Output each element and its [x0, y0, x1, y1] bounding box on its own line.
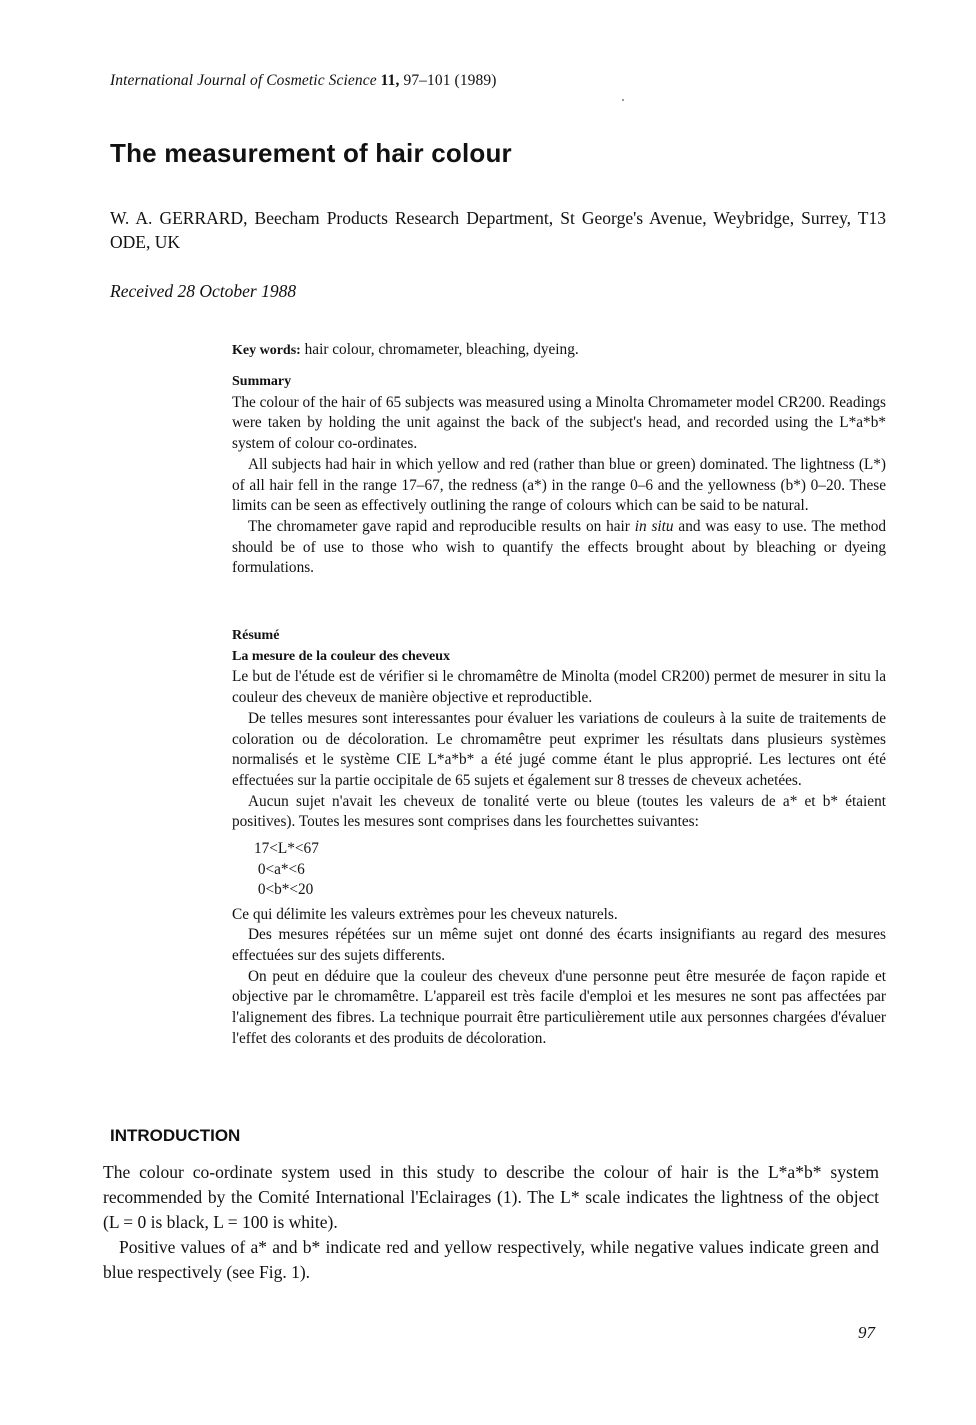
summary-p3-italic: in situ — [634, 517, 674, 535]
article-title: The measurement of hair colour — [110, 138, 512, 168]
resume-paragraph-4: Ce qui délimite les valeurs extrèmes pour les cheveux naturels. — [232, 905, 618, 923]
resume-paragraph-3: Aucun sujet n'avait les cheveux de tonalité verte ou bleue (toutes les valeurs de a* et b* étaient positives). Toutes les mesures sont comprises dans les fourchettes suivantes: — [232, 792, 886, 831]
scan-speck — [622, 99, 624, 101]
introduction-body — [103, 1160, 879, 1285]
journal-volume: 11, — [380, 72, 400, 89]
resume-heading: Résumé — [232, 628, 280, 643]
resume-subheading: La mesure de la couleur des cheveux — [232, 648, 451, 664]
introduction-heading: INTRODUCTION — [110, 1126, 241, 1145]
journal-citation — [110, 72, 496, 90]
resume-paragraph-2: De telles mesures sont interessantes pour évaluer les variations de couleurs à la suite de traitements de coloration ou de décoloration. Le chromamêtre peut exprimer les résultats dans plusieurs systèmes normalisés et le système CIE L*a*b* a été jugé comme étant le plus approprié. Les lectures ont été effectuées sur la partie occipitale de 65 sujets et également sur 8 tresses de cheveux achetées. — [232, 709, 886, 789]
keywords-block — [232, 340, 886, 362]
introduction-paragraph-1: The colour co-ordinate system used in this study to describe the colour of hair is the L*a*b* system recommended by the Comité International l'Eclairages (1). The L* scale indicates the lightness of the object (L = 0 is black, L = 100 is white). — [103, 1162, 879, 1232]
resume-paragraph-6: On peut en déduire que la couleur des cheveux d'une personne peut être mesurée de façon rapide et objective par le chromamêtre. L'appareil est très facile d'emploi et les mesures ne sont pas affectées par l'alignement des fibres. La technique pourrait être particulièrement utile aux personnes chargées d'évaluer l'effet des colorants et des produits de décoloration. — [232, 967, 886, 1047]
keywords-label: Key words: — [232, 343, 301, 358]
page-number: 97 — [858, 1323, 875, 1342]
summary-heading: Summary — [232, 374, 292, 389]
summary-paragraph-1: The colour of the hair of 65 subjects was measured using a Minolta Chromameter model CR200. Readings were taken by holding the unit against the back of the subject's head, and recorded using the L*a*b* system of colour co-ordinates. — [232, 393, 886, 453]
journal-pages: 97–101 (1989) — [403, 72, 497, 89]
range-L: 17<L*<67 — [254, 840, 319, 858]
range-a: 0<a*<6 — [254, 860, 305, 878]
received-date: Received 28 October 1988 — [110, 281, 297, 301]
summary-p3-start: The chromameter gave rapid and reproducible results on hair — [248, 517, 635, 535]
summary-p3-end: and was easy to use. The method should be of use to those who wish to quantify the effects brought about by bleaching or dyeing formulations. — [232, 517, 887, 577]
summary-block — [232, 372, 886, 579]
introduction-paragraph-2: Positive values of a* and b* indicate red and yellow respectively, while negative values indicate green and blue respectively (see Fig. 1). — [103, 1237, 879, 1282]
resume-block — [232, 626, 886, 1049]
summary-paragraph-2: All subjects had hair in which yellow and red (rather than blue or green) dominated. The lightness (L*) of all hair fell in the range 17–67, the redness (a*) in the range 0–6 and the yellowness (b*) 0–20. These limits can be seen as effectively outlining the range of colours which can be said to be natural. — [232, 455, 886, 515]
summary-paragraph-3 — [232, 517, 886, 579]
journal-name: International Journal of Cosmetic Science — [110, 72, 377, 89]
keywords-text: hair colour, chromameter, bleaching, dyeing. — [300, 341, 579, 358]
author-affiliation: W. A. GERRARD, Beecham Products Research Department, St George's Avenue, Weybridge, Surrey, T13 ODE, UK — [110, 208, 886, 252]
resume-paragraph-5: Des mesures répétées sur un même sujet ont donné des écarts insignifiants au regard des mesures effectuées sur des sujets differents. — [232, 926, 886, 964]
range-list — [254, 839, 886, 901]
resume-paragraph-1: Le but de l'étude est de vérifier si le chromamêtre de Minolta (model CR200) permet de mesurer in situ la couleur des cheveux de manière objective et reproductible. — [232, 668, 886, 707]
range-b: 0<b*<20 — [254, 881, 314, 899]
